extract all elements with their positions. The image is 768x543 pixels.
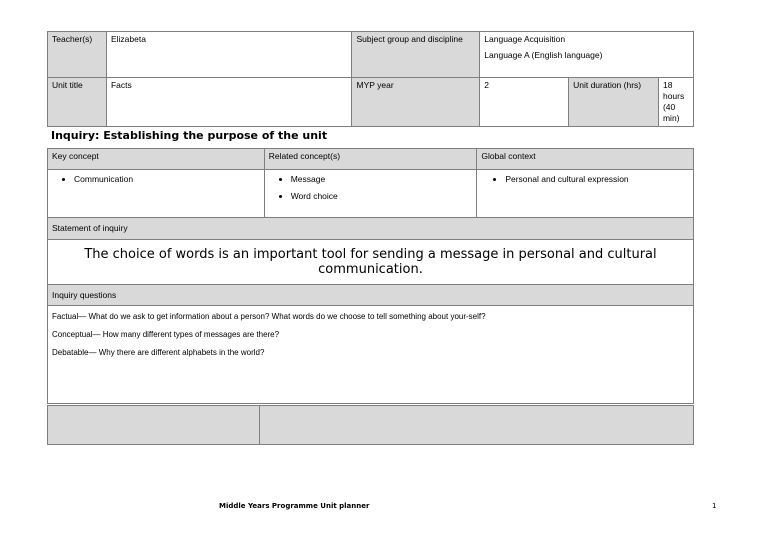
subject-label: Subject group and discipline [352,32,480,78]
global-context-item: • Personal and cultural expression [505,174,689,185]
statement-label: Statement of inquiry [48,218,694,240]
key-concept-label: Key concept [48,149,265,170]
unit-header-table [47,31,694,127]
global-context-label: Global context [477,149,694,170]
page-number: 1 [712,502,717,510]
related-concept-item: • Message [291,174,473,185]
related-concepts-cell [264,170,477,218]
teacher-value: Elizabeta [106,32,352,78]
inquiry-table [47,148,694,404]
key-concepts-cell [48,170,265,218]
empty-bottom-table [47,405,694,445]
conceptual-question: Conceptual— How many different types of messages are there? [52,330,280,339]
statement-text: The choice of words is an important tool for sending a message in personal and cultural communication. [84,247,657,277]
myp-year-label: MYP year [352,78,480,127]
myp-year-value: 2 [480,78,569,127]
debatable-question: Debatable— Why there are different alphabets in the world? [52,348,265,357]
unit-title-value: Facts [106,78,352,127]
questions-cell [48,306,694,404]
unit-title-label: Unit title [48,78,107,127]
unit-duration-label: Unit duration (hrs) [569,78,659,127]
key-concept-item: • Communication [74,174,260,185]
unit-duration-value: 18 hours (40 min) [658,78,693,127]
teacher-label: Teacher(s) [48,32,107,78]
footer-title: Middle Years Programme Unit planner [219,502,370,510]
global-contexts-cell [477,170,694,218]
statement-cell [48,240,694,285]
factual-question: Factual— What do we ask to get information about a person? What words do we choose to tell something about your-self? [52,312,486,321]
empty-cell-right [259,406,693,445]
inquiry-heading: Inquiry: Establishing the purpose of the unit [51,129,328,142]
related-concept-item: • Word choice [291,191,473,202]
subject-value [480,32,694,78]
subject-value-line2: Language A (English language) [484,50,603,60]
empty-cell-left [48,406,260,445]
questions-label: Inquiry questions [48,285,694,306]
related-concepts-label: Related concept(s) [264,149,477,170]
subject-value-line1: Language Acquisition [484,34,566,44]
